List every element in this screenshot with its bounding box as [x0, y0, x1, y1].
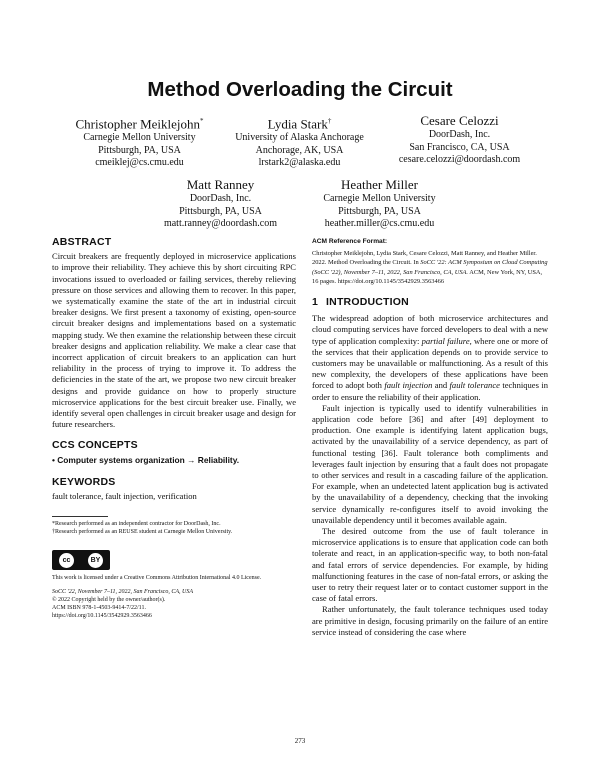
right-column — [312, 237, 548, 638]
author-name: Matt Ranney — [186, 177, 255, 192]
author-affiliation: DoorDash, Inc. — [189, 193, 252, 204]
intro-paragraph-4: Rather unfortunately, the fault tolerance techniques used today are primitive in design, focusing primarily on the failure of an entire service instead of considering the case where — [312, 604, 548, 637]
author-email: heather.miller@cs.cmu.edu — [324, 218, 435, 229]
cc-icon: cc — [59, 553, 74, 568]
intro-paragraph-2: Fault injection is typically used to identify vulnerabilities in application code before [36] and after [49] deployment to production. One example is identifying latent application bugs, activated by the unavailability of a service dependency, as part of functional testing [36]. Fault tolerance both compliments and leverages fault injection by ensuring that a fault does not propagate to other services and result in a cascading failure of the application. For example, when an undetected latent application bug is activated by the unavailability of a dependency, checking that the invoking service dynamically re-configures itself to avoid invoking the unavailable dependency until it becomes available again. — [312, 402, 548, 525]
keywords-heading: KEYWORDS — [52, 475, 116, 488]
author-affiliation: University of Alaska Anchorage — [235, 132, 364, 144]
keywords-text: fault tolerance, fault injection, verification — [52, 491, 197, 502]
copyright-line: © 2022 Copyright held by the owner/author(s). — [52, 597, 166, 604]
author-email: matt.ranney@doordash.com — [163, 218, 278, 229]
author-location: Pittsburgh, PA, USA — [338, 205, 421, 217]
author-name: Lydia Stark† — [267, 116, 332, 132]
footnote-2: †Research performed as an REUSE student at Carnegie Mellon University. — [52, 529, 233, 536]
author-block-2 — [212, 113, 387, 170]
author-email: cmeiklej@cs.cmu.edu — [95, 157, 184, 169]
abstract-heading: ABSTRACT — [52, 236, 112, 248]
author-location: Anchorage, AK, USA — [255, 144, 344, 156]
author-email: lrstark2@alaska.edu — [258, 157, 341, 169]
page-number: 273 — [294, 737, 306, 745]
intro-paragraph-3: The desired outcome from the use of fault tolerance in microservice applications is to ensure that application code can both tolerate and react, in an application-specific way, to both non-fatal and fatal errors of service dependencies. For example, by hiding malfunctioning features in the case of non-fatal errors, or asking the user to retry their request later or to contact customer support in the case of fatal errors. — [312, 526, 548, 604]
reference-heading: ACM Reference Format: — [312, 238, 388, 245]
author-block-4 — [133, 177, 308, 231]
author-affiliation: Carnegie Mellon University — [83, 132, 196, 144]
ccs-heading: CCS CONCEPTS — [52, 439, 138, 452]
author-name: Heather Miller — [341, 177, 418, 192]
venue-line: SoCC '22, November 7–11, 2022, San Francisco, CA, USA — [52, 589, 193, 596]
paper-title: Method Overloading the Circuit — [147, 78, 453, 101]
left-column — [52, 237, 296, 620]
introduction-heading: 1 INTRODUCTION — [312, 295, 409, 308]
reference-doi[interactable]: ACM, New York, NY, USA, 16 pages. https://doi.org/10.1145/3542929.3563466 — [312, 268, 543, 286]
author-location: Pittsburgh, PA, USA — [179, 205, 262, 217]
license-text: This work is licensed under a Creative Commons Attribution International 4.0 License. — [52, 575, 262, 582]
intro-paragraph-1: The widespread adoption of both microservice architectures and cloud computing services have forced developers to deal with a new type of application complexity: partial failure, where one or more of the services that their application depends on to provide service to customers may be unavailable or malfunctioning. As a result of this new complexity, the developers of these applications have been forced to adopt both fault injection and fault tolerance techniques in order to ensure the reliability of their application. — [312, 313, 549, 402]
author-name: Christopher Meiklejohn* — [75, 116, 204, 132]
footnote-1: *Research performed as an independent contractor for DoorDash, Inc. — [52, 521, 221, 528]
abstract-text: Circuit breakers are frequently deployed in microservice applications to improve their reliability. They achieve this by short circuiting RPC invocations issued to overloaded or failing services, thereby relieving pressure on those services and allowing them to recover. In this paper, we systematically examine the state of the art in industrial circuit breaker designs. We first present a taxonomy of existing, open-source circuit breaker designs and implementations based on a systematic mapping study. We then examine the relationship between these circuit breaker designs and application reliability. We make a clear case that incorrect application of circuit breakers to an application can hurt reliability in the process of trying to improve it. To address the deficiencies in the state of the art, we propose two new circuit breaker designs and provide guidance on how to properly structure microservice applications for the best circuit breaker use. Finally, we identify several open challenges in circuit breaker usage and design for future researchers. — [52, 251, 296, 430]
by-icon: BY — [88, 553, 103, 568]
ccs-concepts: • Computer systems organization → Reliability. — [52, 454, 240, 465]
isbn-line: ACM ISBN 978-1-4503-9414-7/22/11. — [52, 605, 146, 612]
author-affiliation: DoorDash, Inc. — [428, 129, 491, 140]
author-block-5 — [292, 177, 467, 231]
author-block-1 — [52, 113, 227, 170]
author-affiliation: Carnegie Mellon University — [323, 193, 436, 204]
author-block-3 — [372, 113, 547, 167]
acm-reference-format: ACM Reference Format: Christopher Meiklejohn, Lydia Stark, Cesare Celozzi, Matt Ranney, and Heather Miller. 2022. Method Overloading the Circuit. In SoCC '22: ACM Symposium on Cloud Computing (SoCC '22), November 7–11, 2022, San Francisco, CA, USA. ACM, New York, NY, USA, 16 pages. https://doi.org/10.1145/3542929.3563466 — [312, 238, 548, 286]
footnote-rule — [52, 516, 108, 517]
author-name: Cesare Celozzi — [420, 113, 499, 128]
author-location: Pittsburgh, PA, USA — [98, 144, 181, 156]
author-location: San Francisco, CA, USA — [409, 141, 510, 153]
doi-link[interactable]: https://doi.org/10.1145/3542929.3563466 — [52, 613, 152, 620]
author-email: cesare.celozzi@doordash.com — [398, 154, 521, 165]
cc-by-license-badge[interactable] — [52, 550, 110, 570]
